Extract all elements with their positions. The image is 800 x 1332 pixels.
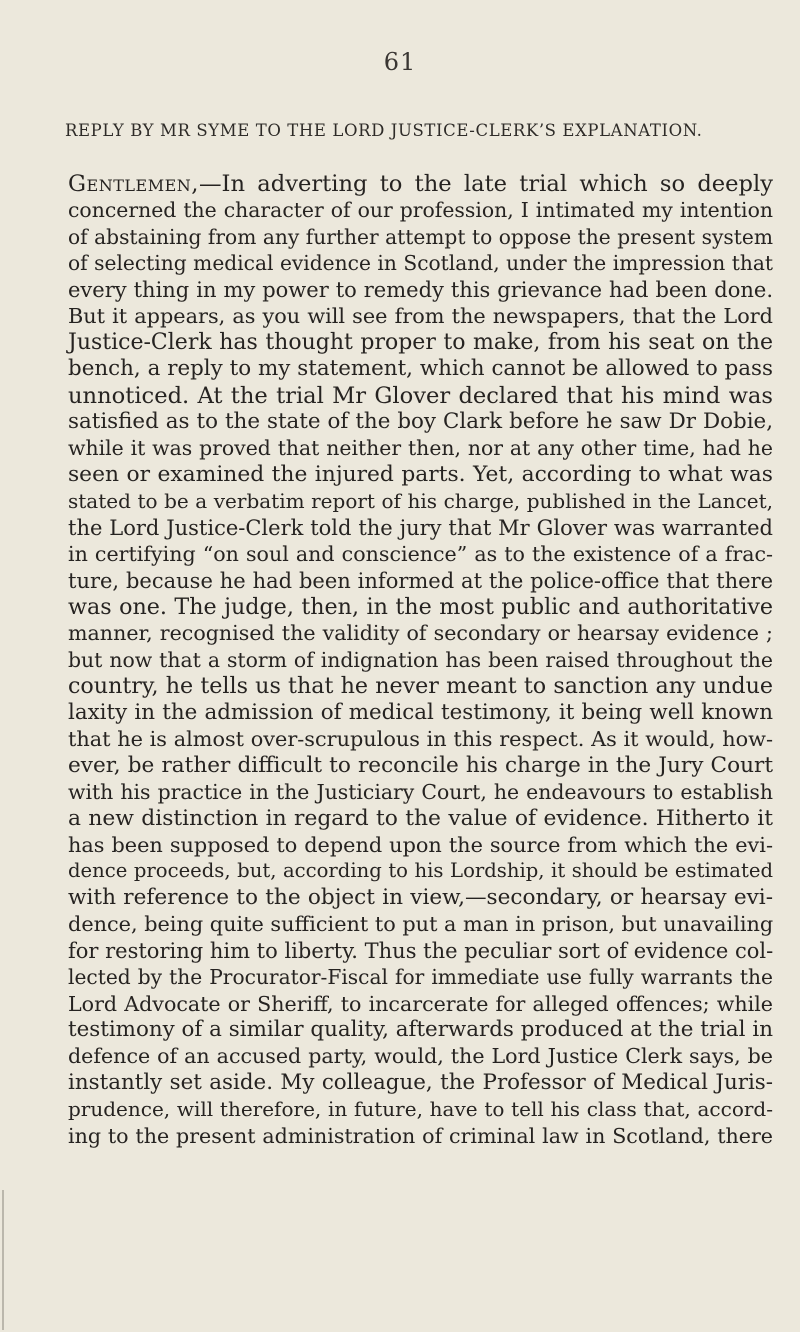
line-text: —In adverting to the late trial which so deeply [198, 171, 773, 197]
text-line: dence, being quite sufficient to put a man in prison, but unavailing [68, 912, 774, 937]
text-line: every thing in my power to remedy this grievance had been done. [68, 277, 773, 302]
text-line: was one. The judge, then, in the most public and authoritative [68, 594, 773, 620]
text-line: concerned the character of our profession, I intimated my intention [68, 198, 773, 223]
text-line: of abstaining from any further attempt to oppose the present system [68, 224, 773, 249]
text-line: with reference to the object in view,—secondary, or hearsay evi- [68, 884, 773, 910]
text-line: stated to be a verbatim report of his charge, published in the Lancet, [68, 489, 773, 514]
text-line: But it appears, as you will see from the newspapers, that the Lord [68, 304, 773, 329]
text-line: prudence, will therefore, in future, have to tell his class that, accord- [68, 1097, 773, 1122]
text-line: unnoticed. At the trial Mr Glover declared that his mind was [68, 382, 773, 409]
text-line: the Lord Justice-Clerk told the jury that Mr Glover was warranted [68, 515, 773, 540]
salutation: Gentlemen, [68, 171, 199, 197]
text-line: laxity in the admission of medical testimony, it being well known [68, 699, 773, 725]
text-line: instantly set aside. My colleague, the Professor of Medical Juris- [68, 1069, 773, 1095]
text-line: while it was proved that neither then, nor at any other time, had he [68, 436, 773, 461]
text-line: dence proceeds, but, according to his Lordship, it should be estimated [68, 859, 773, 883]
text-line: seen or examined the injured parts. Yet, according to what was [68, 461, 773, 487]
page-edge-shadow [2, 1190, 4, 1330]
text-line: for restoring him to liberty. Thus the peculiar sort of evidence col- [68, 938, 774, 963]
text-line [68, 171, 773, 197]
text-line: ture, because he had been informed at the police-office that there [68, 568, 773, 593]
page-number: 61 [383, 48, 417, 76]
text-line: Lord Advocate or Sheriff, to incarcerate for alleged offences; while [68, 991, 773, 1016]
text-line: with his practice in the Justiciary Court, he endeavours to establish [68, 780, 773, 805]
section-heading: REPLY BY MR SYME TO THE LORD JUSTICE-CLERK’S EXPLANATION. [65, 121, 703, 140]
text-line: country, he tells us that he never meant to sanction any undue [68, 673, 773, 700]
text-line: satisfied as to the state of the boy Clark before he saw Dr Dobie, [68, 408, 773, 434]
text-line: has been supposed to depend upon the source from which the evi- [68, 832, 773, 857]
text-line: in certifying “on soul and conscience” as to the existence of a frac- [68, 542, 773, 567]
text-line: ing to the present administration of criminal law in Scotland, there [68, 1123, 773, 1148]
text-line: defence of an accused party, would, the Lord Justice Clerk says, be [68, 1044, 773, 1069]
text-line: Justice-Clerk has thought proper to make, from his seat on the [68, 329, 773, 355]
text-line: manner, recognised the validity of secondary or hearsay evidence ; [68, 621, 773, 646]
text-line: lected by the Procurator-Fiscal for immediate use fully warrants the [68, 965, 773, 990]
text-line: but now that a storm of indignation has been raised throughout the [68, 647, 773, 672]
text-line: testimony of a similar quality, afterwards produced at the trial in [68, 1017, 773, 1042]
body-text [68, 171, 773, 1149]
text-line: ever, be rather difficult to reconcile his charge in the Jury Court [68, 752, 773, 778]
text-line: bench, a reply to my statement, which cannot be allowed to pass [68, 356, 773, 382]
text-line: that he is almost over-scrupulous in this respect. As it would, how- [68, 727, 773, 752]
text-line: of selecting medical evidence in Scotland, under the impression that [68, 251, 773, 276]
text-line: a new distinction in regard to the value of evidence. Hitherto it [68, 805, 773, 831]
